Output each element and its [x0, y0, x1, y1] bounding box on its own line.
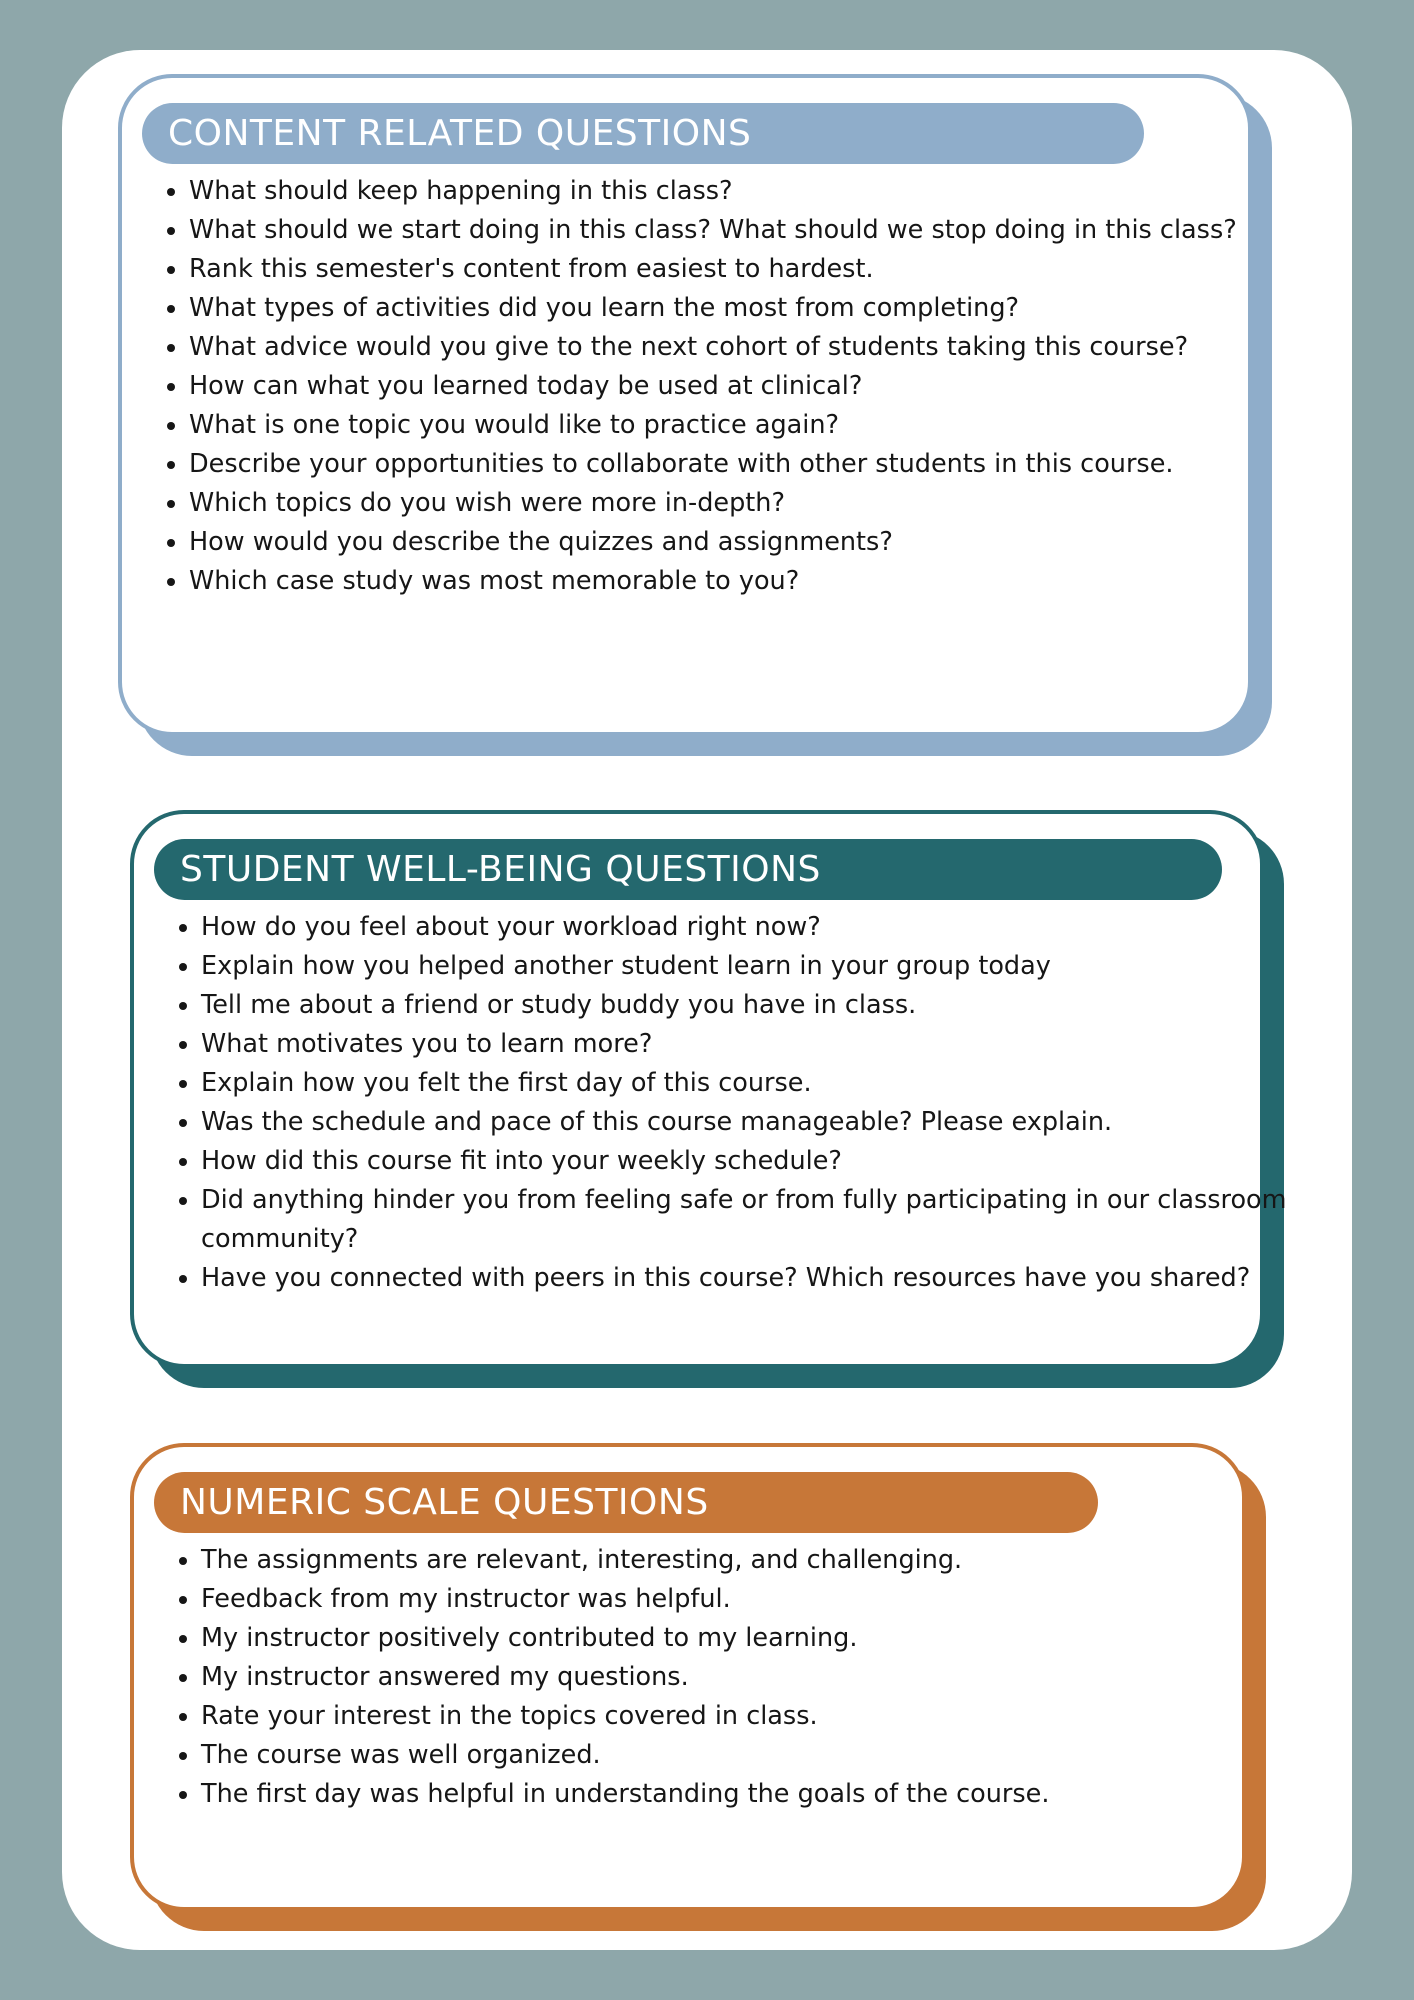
numeric-questions-section [130, 1443, 1266, 1931]
list-item: • The course was well organized. [201, 1736, 1271, 1775]
list-item: • Describe your opportunities to collaborate with other students in this course. [189, 445, 1269, 484]
numeric-section-title: NUMERIC SCALE QUESTIONS [154, 1472, 1098, 1533]
wellbeing-questions-section [130, 810, 1287, 1388]
list-item: • My instructor positively contributed to my learning. [201, 1619, 1271, 1658]
list-item: • Explain how you helped another student learn in your group today [201, 947, 1291, 986]
wellbeing-question-list [155, 908, 1291, 1298]
list-item: • What advice would you give to the next cohort of students taking this course? [189, 328, 1269, 367]
list-item: • What motivates you to learn more? [201, 1025, 1291, 1064]
list-item: • How do you feel about your workload right now? [201, 908, 1291, 947]
list-item: • Rank this semester's content from easiest to hardest. [189, 250, 1269, 289]
list-item: • How would you describe the quizzes and assignments? [189, 523, 1269, 562]
list-item: • What should keep happening in this class? [189, 172, 1269, 211]
list-item: • Was the schedule and pace of this course manageable? Please explain. [201, 1103, 1291, 1142]
list-item: • Which case study was most memorable to you? [189, 562, 1269, 601]
list-item: • Did anything hinder you from feeling safe or from fully participating in our classroom community? [201, 1181, 1291, 1259]
list-item: • What types of activities did you learn the most from completing? [189, 289, 1269, 328]
content-section-title: CONTENT RELATED QUESTIONS [142, 103, 1144, 164]
list-item: • Feedback from my instructor was helpful. [201, 1580, 1271, 1619]
list-item: • Tell me about a friend or study buddy you have in class. [201, 986, 1291, 1025]
list-item: • Have you connected with peers in this course? Which resources have you shared? [201, 1259, 1291, 1298]
list-item: • My instructor answered my questions. [201, 1658, 1271, 1697]
content-questions-section [118, 74, 1272, 756]
list-item: • What is one topic you would like to practice again? [189, 406, 1269, 445]
list-item: • What should we start doing in this class? What should we stop doing in this class? [189, 211, 1269, 250]
list-item: • The assignments are relevant, interesting, and challenging. [201, 1541, 1271, 1580]
list-item: • Which topics do you wish were more in-depth? [189, 484, 1269, 523]
list-item: • How can what you learned today be used at clinical? [189, 367, 1269, 406]
list-item: • How did this course fit into your weekly schedule? [201, 1142, 1291, 1181]
wellbeing-section-title: STUDENT WELL-BEING QUESTIONS [154, 839, 1222, 900]
list-item: • Explain how you felt the first day of this course. [201, 1064, 1291, 1103]
content-question-list [143, 172, 1269, 601]
list-item: • The first day was helpful in understanding the goals of the course. [201, 1775, 1271, 1814]
numeric-question-list [155, 1541, 1271, 1814]
list-item: • Rate your interest in the topics covered in class. [201, 1697, 1271, 1736]
